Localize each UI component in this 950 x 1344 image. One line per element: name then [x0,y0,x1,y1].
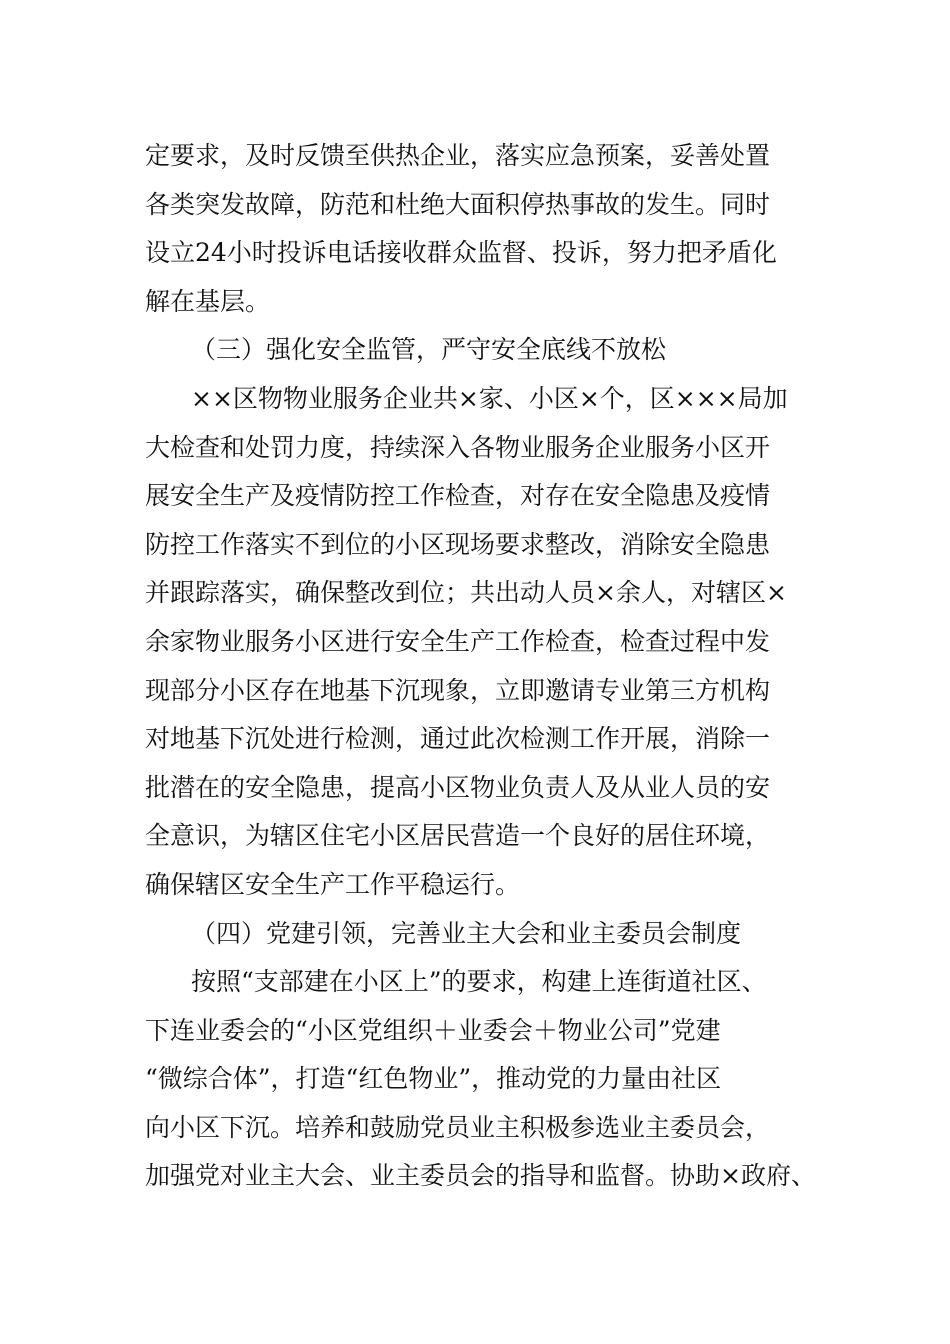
text-line: 现部分小区存在地基下沉现象，立即邀请专业第三方机构 [145,675,771,705]
text-line: 加强党对业主大会、业主委员会的指导和监督。协助×政府、 [145,1161,816,1191]
text-line: 定要求，及时反馈至供热企业，落实应急预案，妥善处置 [145,141,771,170]
text-line: 设立24小时投诉电话接收群众监督、投诉，努力把矛盾化 [145,238,777,268]
text-line: ××区物物业服务企业共×家、小区×个，区×××局加 [191,383,788,413]
document-body [145,132,825,1201]
text-line: 批潜在的安全隐患，提高小区物业负责人及从业人员的安 [145,772,771,802]
text-line: 大检查和处罚力度，持续深入各物业服务企业服务小区开 [145,432,771,462]
text-line: 按照“支部建在小区上”的要求，构建上连街道社区、 [191,967,767,997]
text-line: 对地基下沉处进行检测，通过此次检测工作开展，消除一 [145,724,771,754]
text-line: （四）党建引领，完善业主大会和业主委员会制度 [191,918,742,948]
text-line: “微综合体”，打造“红色物业”，推动党的力量由社区 [145,1064,722,1094]
text-line: 展安全生产及疫情防控工作检查，对存在安全隐患及疫情 [145,481,771,511]
text-line: 各类突发故障，防范和杜绝大面积停热事故的发生。同时 [145,189,771,219]
text-line: 余家物业服务小区进行安全生产工作检查，检查过程中发 [145,626,771,656]
text-line: 防控工作落实不到位的小区现场要求整改，消除安全隐患 [145,529,771,559]
text-line: 全意识，为辖区住宅小区居民营造一个良好的居住环境， [145,821,771,851]
text-line: （三）强化安全监管，严守安全底线不放松 [191,335,667,365]
text-line: 确保辖区安全生产工作平稳运行。 [145,869,521,899]
text-line: 下连业委会的“小区党组织＋业委会＋物业公司”党建 [145,1015,721,1045]
text-line: 并跟踪落实，确保整改到位；共出动人员×余人，对辖区× [145,578,787,608]
text-line: 向小区下沉。培养和鼓励党员业主积极参选业主委员会， [145,1112,771,1142]
text-line: 解在基层。 [145,286,271,316]
